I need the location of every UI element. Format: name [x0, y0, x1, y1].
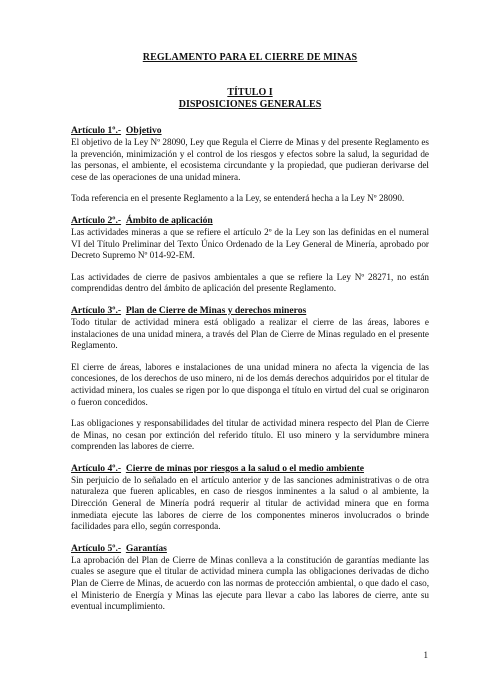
article-paragraph: Todo titular de actividad minera está obligado a realizar el cierre de las áreas, labores e instalaciones de una unidad minera, a través del Plan de Cierre de Minas regulado en el presente Reglamento.: [71, 316, 429, 351]
article-name: Garantías: [125, 542, 167, 554]
article-4: [71, 463, 429, 533]
article-paragraph: Las actividades mineras a que se refiere el artículo 2º de la Ley son las definidas en el numeral VI del Título Preliminar del Texto Único Ordenado de la Ley General de Minería, aprobado por Decreto Supremo Nº 014-92-EM.: [71, 226, 429, 261]
article-heading: [71, 215, 429, 227]
article-5: [71, 543, 429, 613]
article-paragraph: Las obligaciones y responsabilidades del titular de actividad minera respecto del Plan de Cierre de Minas, no cesan por extinción del referido título. El uso minero y la servidumbre minera comprenden las labores de cierre.: [71, 418, 429, 452]
article-name: Ámbito de aplicación: [125, 214, 213, 226]
article-paragraph: La aprobación del Plan de Cierre de Minas conlleva a la constitución de garantías mediante las cuales se asegure que el titular de actividad minera cumpla las obligaciones derivadas de dicho Plan de Cierre de Minas, de acuerdo con las normas de protección ambiental, o que dado el caso, el Ministerio de Energía y Minas las ejecute para llevar a cabo las labores de cierre, ante su eventual incumplimiento.: [71, 554, 429, 612]
article-name: Objetivo: [125, 125, 162, 136]
article-number: Artículo 5º.-: [71, 542, 122, 554]
article-name: Cierre de minas por riesgos a la salud o el medio ambiente: [125, 462, 365, 474]
article-paragraph: Toda referencia en el presente Reglamento a la Ley, se entenderá hecha a la Ley Nº 28090.: [71, 193, 405, 204]
article-heading: [71, 543, 429, 555]
article-heading: [71, 463, 429, 475]
titulo-name: DISPOSICIONES GENERALES: [178, 99, 322, 110]
article-heading: [71, 125, 429, 137]
article-1: [71, 125, 429, 205]
article-number: Artículo 1º.-: [71, 125, 122, 136]
article-number: Artículo 2º.-: [71, 214, 122, 226]
article-number: Artículo 4º.-: [71, 462, 122, 474]
article-name: Plan de Cierre de Minas y derechos mineros: [125, 304, 307, 316]
article-paragraph: Sin perjuicio de lo señalado en el artículo anterior y de las sanciones administrativas o de otra naturaleza que fueren aplicables, en caso de riesgos inminentes a la salud o al ambiente, la Dirección General de Minería podrá requerir al titular de actividad minera que en forma inmediata ejecute las labores de cierre de los componentes mineros involucrados o brinde facilidades para ello, según corresponda.: [71, 474, 429, 532]
titulo-number: TÍTULO I: [227, 87, 273, 98]
article-number: Artículo 3º.-: [71, 304, 122, 316]
article-3: [71, 305, 429, 453]
page-number: 1: [423, 650, 428, 660]
document-title: REGLAMENTO PARA EL CIERRE DE MINAS: [142, 52, 358, 63]
article-2: [71, 215, 429, 295]
articles-section: [71, 125, 429, 613]
article-paragraph: El cierre de áreas, labores e instalaciones de una unidad minera no afecta la vigencia de las concesiones, de los derechos de uso minero, ni de los demás derechos adquiridos por el titular de actividad minera, los cuales se rigen por lo que disponga el título en virtud del cual se originaron o fueron concedidos.: [71, 361, 429, 407]
article-paragraph: El objetivo de la Ley Nº 28090, Ley que Regula el Cierre de Minas y del presente Reglamento es la prevención, minimización y el control de los riesgos y efectos sobre la salud, la seguridad de las personas, el ambiente, el ecosistema circundante y la propiedad, que pudieran derivarse del cese de las operaciones de una unidad minera.: [71, 137, 429, 182]
titulo-heading: [71, 87, 429, 111]
article-heading: [71, 305, 429, 317]
article-paragraph: Las actividades de cierre de pasivos ambientales a que se refiere la Ley Nº 28271, no están comprendidas dentro del ámbito de aplicación del presente Reglamento.: [71, 271, 429, 294]
